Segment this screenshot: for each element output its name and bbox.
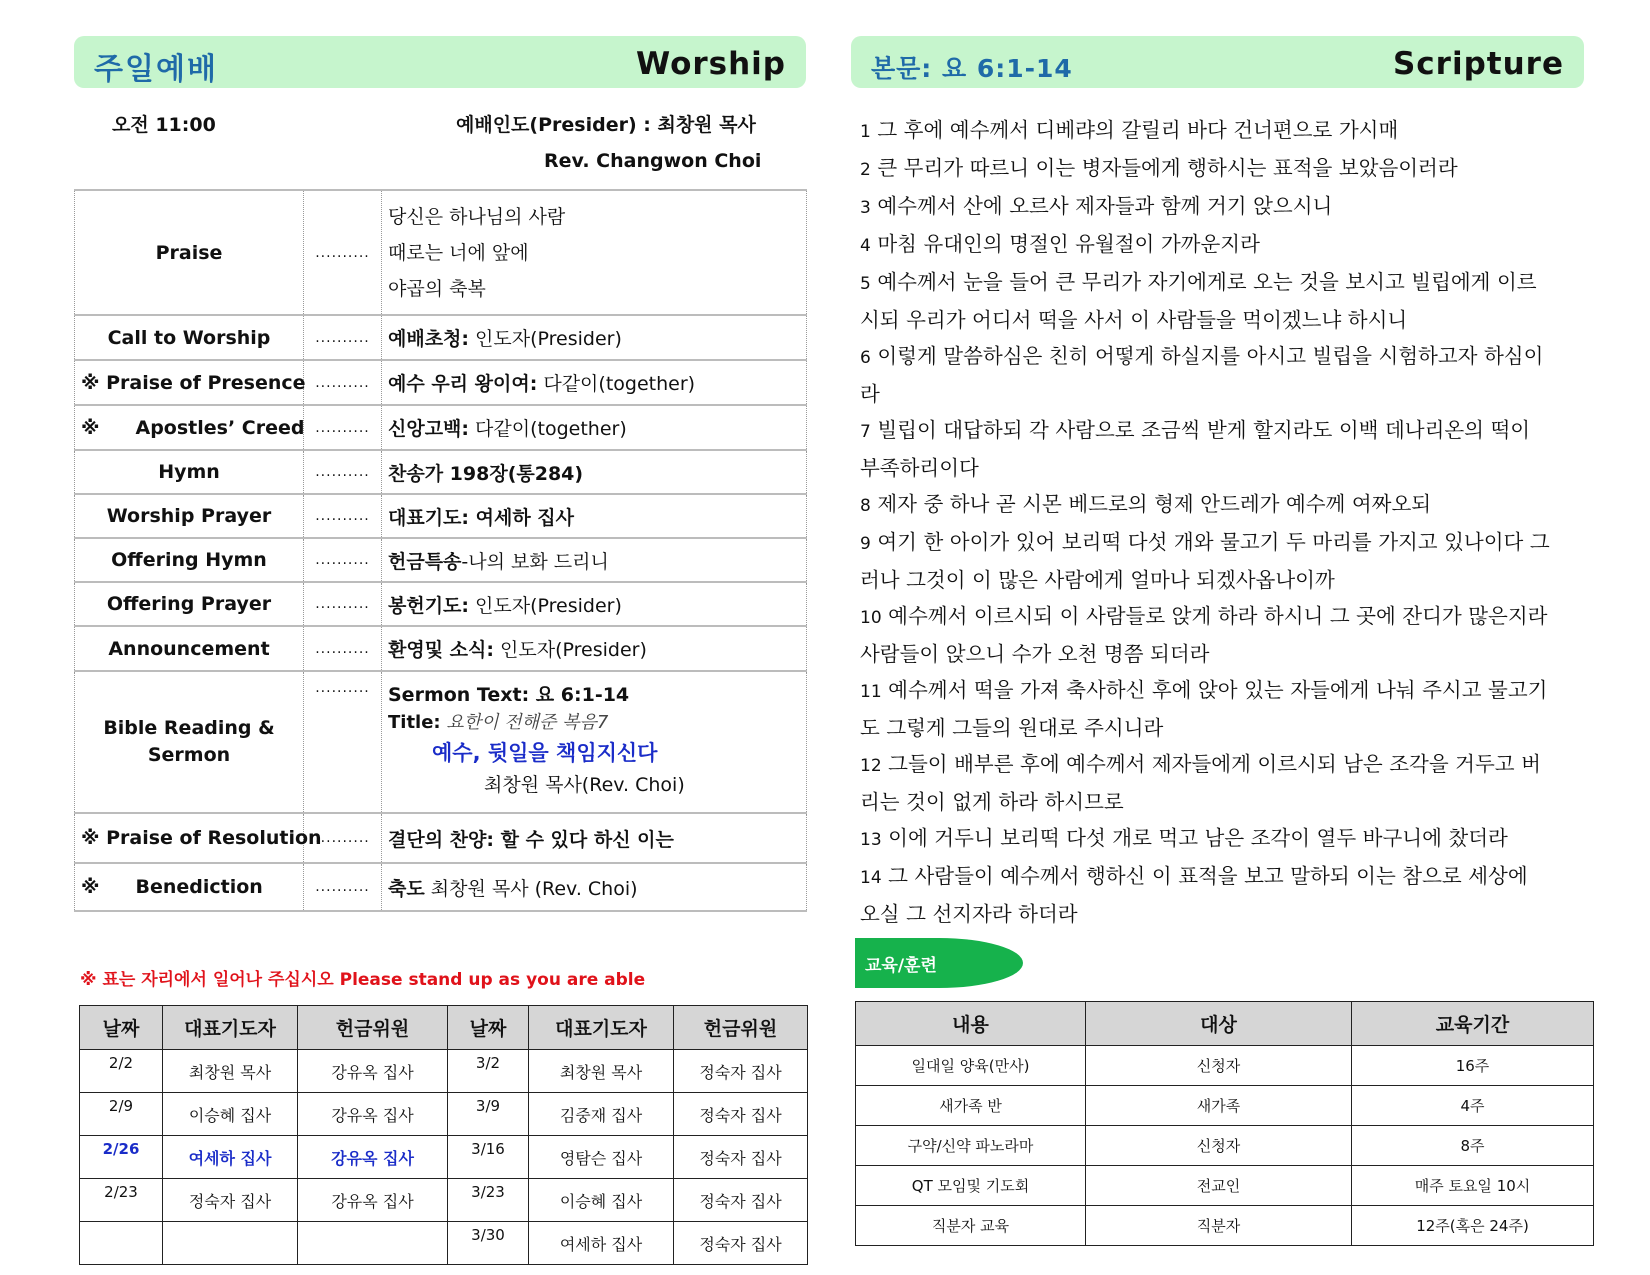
education-course: 직분자 교육 [856, 1206, 1086, 1246]
order-detail [382, 405, 807, 450]
education-header [856, 1002, 1594, 1046]
verse-text: 예수께서 떡을 가져 축사하신 후에 앉아 있는 자들에게 나눠 주시고 물고기 [888, 678, 1548, 702]
verse-line [860, 746, 1600, 784]
order-dots: .......... [304, 360, 382, 405]
order-detail [382, 538, 807, 582]
verse-number: 10 [860, 608, 882, 628]
roster-date: 2/2 [80, 1050, 163, 1093]
stand-mark: ※ [81, 371, 100, 394]
roster-header-cell: 대표기도자 [163, 1006, 298, 1050]
verse-text: 예수께서 눈을 들어 큰 무리가 자기에게로 오는 것을 보시고 빌립에게 이르 [877, 270, 1537, 294]
education-table [855, 1001, 1594, 1246]
order-detail-bold: 결단의 찬양: 할 수 있다 하신 이는 [388, 828, 674, 851]
verse-number: 8 [860, 496, 871, 516]
scripture-verses [860, 112, 1600, 932]
verse-line [860, 672, 1600, 710]
order-detail-bold: 예배초청: [388, 328, 470, 350]
verse-text: 여기 한 아이가 있어 보리떡 다섯 개와 물고기 두 마리를 가지고 있나이다 그 [877, 530, 1550, 554]
stand-note: ※ 표는 자리에서 일어나 주십시오 Please stand up as you are able [80, 970, 646, 990]
sermon-title-label: Title: [388, 712, 441, 733]
verse-line [860, 376, 1600, 412]
order-row [75, 538, 807, 582]
order-detail-bold: 봉헌기도: [388, 594, 470, 617]
table-row [80, 1136, 808, 1179]
roster-offering: 강유옥 집사 [298, 1136, 448, 1179]
verse-line [860, 338, 1600, 376]
order-label: Praise [75, 190, 304, 315]
order-dots: .......... [304, 315, 382, 360]
roster-offering: 정숙자 집사 [674, 1136, 808, 1179]
table-row [856, 1126, 1594, 1166]
verse-text: 제자 중 하나 곧 시몬 베드로의 형제 안드레가 예수께 여짜오되 [877, 492, 1432, 516]
verse-text: 부족하리이다 [860, 456, 979, 480]
verse-line [860, 264, 1600, 302]
roster-date: 3/2 [448, 1050, 529, 1093]
verse-line [860, 562, 1600, 598]
order-row [75, 405, 807, 450]
table-row [856, 1206, 1594, 1246]
education-target: 신청자 [1086, 1046, 1352, 1086]
presider-en: Rev. Changwon Choi [544, 150, 762, 172]
education-course: 새가족 반 [856, 1086, 1086, 1126]
education-period: 매주 토요일 10시 [1352, 1166, 1594, 1206]
worship-banner [74, 36, 806, 88]
order-detail-rest: 최창원 목사 (Rev. Choi) [424, 877, 638, 900]
table-row [80, 1179, 808, 1222]
verse-line [860, 150, 1600, 188]
order-detail [382, 315, 807, 360]
order-label: Apostles’ Creed [135, 416, 305, 439]
sermon-title: 요한이 전해준 복음7 [446, 712, 609, 733]
roster-header-cell: 헌금위원 [674, 1006, 808, 1050]
scripture-title-kr: 본문: 요 6:1-14 [871, 54, 1073, 83]
order-detail [382, 582, 807, 626]
roster-offering: 강유옥 집사 [298, 1179, 448, 1222]
roster-header-cell: 대표기도자 [529, 1006, 674, 1050]
verse-line [860, 486, 1600, 524]
order-label: Worship Prayer [75, 494, 304, 538]
order-dots: .......... [304, 450, 382, 494]
order-dots: .......... [304, 813, 382, 863]
roster-prayer: 최창원 목사 [529, 1050, 674, 1093]
order-label: Hymn [75, 450, 304, 494]
education-target: 전교인 [1086, 1166, 1352, 1206]
roster-header-cell: 날짜 [448, 1006, 529, 1050]
verse-number: 2 [860, 160, 871, 180]
verse-line [860, 598, 1600, 636]
order-row [75, 671, 807, 813]
table-row [80, 1222, 808, 1265]
education-period: 12주(혹은 24주) [1352, 1206, 1594, 1246]
roster-offering: 강유옥 집사 [298, 1050, 448, 1093]
order-detail-bold: 축도 [388, 877, 425, 900]
verse-number: 5 [860, 274, 871, 294]
verse-number: 3 [860, 198, 871, 218]
order-detail-bold: 헌금특송 [388, 550, 462, 573]
order-label: Call to Worship [75, 315, 304, 360]
education-header-cell: 대상 [1086, 1002, 1352, 1046]
roster-offering [298, 1222, 448, 1265]
verse-text: 리는 것이 없게 하라 하시므로 [860, 790, 1124, 814]
education-tag [855, 938, 1023, 988]
order-detail-bold: 찬송가 198장(통284) [388, 462, 584, 485]
order-row [75, 863, 807, 911]
roster-date: 3/23 [448, 1179, 529, 1222]
verse-number: 7 [860, 422, 871, 442]
verse-text: 예수께서 산에 오르사 제자들과 함께 거기 앉으시니 [877, 194, 1333, 218]
order-dots: .......... [304, 863, 382, 911]
verse-number: 12 [860, 756, 882, 776]
verse-line [860, 636, 1600, 672]
verse-line [860, 226, 1600, 264]
order-dots: .......... [304, 494, 382, 538]
roster-date: 2/9 [80, 1093, 163, 1136]
roster-offering: 정숙자 집사 [674, 1093, 808, 1136]
verse-number: 11 [860, 682, 882, 702]
roster-prayer: 정숙자 집사 [163, 1179, 298, 1222]
verse-number: 13 [860, 830, 882, 850]
order-label: Offering Hymn [75, 538, 304, 582]
roster-header [80, 1006, 808, 1050]
order-row [75, 626, 807, 671]
roster-prayer: 김중재 집사 [529, 1093, 674, 1136]
verse-text: 사람들이 앉으니 수가 오천 명쯤 되더라 [860, 642, 1210, 666]
order-detail-rest: 다같이(together) [537, 373, 696, 395]
verse-number: 14 [860, 868, 882, 888]
sermon-text: Sermon Text: 요 6:1-14 [388, 684, 630, 706]
order-detail-rest: 인도자(Presider) [469, 594, 622, 617]
verse-line [860, 710, 1600, 746]
verse-number: 1 [860, 122, 871, 142]
education-course: 일대일 양육(만사) [856, 1046, 1086, 1086]
education-period: 8주 [1352, 1126, 1594, 1166]
education-header-cell: 내용 [856, 1002, 1086, 1046]
praise-songs [382, 190, 807, 315]
verse-text: 러나 그것이 이 많은 사람에게 얼마나 되겠사옵나이까 [860, 568, 1335, 592]
order-label: Praise of Resolution [106, 827, 322, 849]
education-course: QT 모임및 기도회 [856, 1166, 1086, 1206]
order-detail [382, 813, 807, 863]
verse-text: 그들이 배부른 후에 예수께서 제자들에게 이르시되 남은 조각을 거두고 버 [888, 752, 1541, 776]
verse-text: 마침 유대인의 명절인 유월절이 가까운지라 [877, 232, 1260, 256]
table-row [856, 1086, 1594, 1126]
presider: 예배인도(Presider) : 최창원 목사 [456, 114, 756, 136]
table-row [80, 1050, 808, 1093]
order-label: Praise of Presence [106, 371, 306, 394]
worship-title-kr: 주일예배 [94, 52, 218, 87]
order-row [75, 450, 807, 494]
order-detail [382, 863, 807, 911]
order-row [75, 494, 807, 538]
roster-offering: 정숙자 집사 [674, 1179, 808, 1222]
order-row [75, 813, 807, 863]
verse-number: 9 [860, 534, 871, 554]
education-course: 구약/신약 파노라마 [856, 1126, 1086, 1166]
table-row [856, 1166, 1594, 1206]
order-label: Announcement [75, 626, 304, 671]
verse-text: 도 그렇게 그들의 원대로 주시니라 [860, 716, 1164, 740]
sermon-detail [382, 671, 807, 813]
order-detail [382, 626, 807, 671]
order-row [75, 582, 807, 626]
roster-table [79, 1005, 808, 1265]
verse-line [860, 524, 1600, 562]
roster-prayer: 이승혜 집사 [529, 1179, 674, 1222]
order-row [75, 190, 807, 315]
roster-offering: 강유옥 집사 [298, 1093, 448, 1136]
roster-header-cell: 날짜 [80, 1006, 163, 1050]
order-of-worship [74, 189, 807, 912]
verse-number: 6 [860, 348, 871, 368]
preacher: 최창원 목사(Rev. Choi) [484, 774, 685, 796]
service-time: 오전 11:00 [112, 114, 216, 136]
order-dots: .......... [304, 538, 382, 582]
order-label-cell [75, 813, 322, 863]
order-dots: .......... [304, 582, 382, 626]
roster-date [80, 1222, 163, 1265]
roster-date: 3/30 [448, 1222, 529, 1265]
education-period: 4주 [1352, 1086, 1594, 1126]
stand-mark: ※ [81, 827, 100, 849]
scripture-banner [851, 36, 1584, 88]
stand-mark: ※ [81, 876, 100, 898]
order-detail-bold: 환영및 소식: [388, 639, 494, 661]
sermon-main-title: 예수, 뒷일을 책임지신다 [432, 741, 658, 765]
roster-header-cell: 헌금위원 [298, 1006, 448, 1050]
roster-prayer: 영탐슨 집사 [529, 1136, 674, 1179]
order-detail-rest: 인도자(Presider) [469, 328, 622, 350]
order-detail [382, 450, 807, 494]
verse-line [860, 302, 1600, 338]
education-target: 신청자 [1086, 1126, 1352, 1166]
roster-prayer: 이승혜 집사 [163, 1093, 298, 1136]
order-detail-rest: -나의 보화 드리니 [461, 550, 609, 573]
praise-song: 야곱의 축복 [388, 277, 486, 300]
education-tag-label: 교육/훈련 [865, 956, 937, 976]
verse-line [860, 820, 1600, 858]
roster-prayer [163, 1222, 298, 1265]
stand-mark: ※ [81, 416, 100, 439]
order-dots: .......... [304, 405, 382, 450]
verse-line [860, 450, 1600, 486]
verse-line [860, 858, 1600, 896]
roster-date: 3/9 [448, 1093, 529, 1136]
order-label-cell [75, 360, 304, 405]
verse-text: 이렇게 말씀하심은 친히 어떻게 하실지를 아시고 빌립을 시험하고자 하심이 [877, 344, 1544, 368]
order-row [75, 360, 807, 405]
verse-number: 4 [860, 236, 871, 256]
roster-date: 2/23 [80, 1179, 163, 1222]
order-dots: .......... [304, 190, 382, 315]
verse-text: 시되 우리가 어디서 떡을 사서 이 사람들을 먹이겠느냐 하시니 [860, 308, 1408, 332]
order-label: Bible Reading & Sermon [75, 671, 304, 813]
order-detail-bold: 대표기도: 여세하 집사 [388, 506, 575, 529]
roster-date: 3/16 [448, 1136, 529, 1179]
verse-line [860, 412, 1600, 450]
verse-text: 그 사람들이 예수께서 행하신 이 표적을 보고 말하되 이는 참으로 세상에 [888, 864, 1528, 888]
education-header-cell: 교육기간 [1352, 1002, 1594, 1046]
verse-line [860, 896, 1600, 932]
order-label-cell [75, 863, 304, 911]
order-detail-bold: 신앙고백: [388, 418, 470, 440]
order-detail-bold: 예수 우리 왕이여: [388, 373, 538, 395]
order-dots: .......... [304, 671, 382, 813]
roster-offering: 정숙자 집사 [674, 1050, 808, 1093]
order-label: Offering Prayer [75, 582, 304, 626]
verse-line [860, 188, 1600, 226]
sermon-title-line [388, 710, 806, 736]
roster-prayer: 여세하 집사 [529, 1222, 674, 1265]
verse-line [860, 112, 1600, 150]
order-detail [382, 494, 807, 538]
order-label: Benediction [135, 876, 263, 898]
verse-text: 예수께서 이르시되 이 사람들로 앉게 하라 하시니 그 곳에 잔디가 많은지라 [888, 604, 1548, 628]
verse-text: 그 후에 예수께서 디베랴의 갈릴리 바다 건너편으로 가시매 [877, 118, 1399, 142]
verse-text: 큰 무리가 따르니 이는 병자들에게 행하시는 표적을 보았음이러라 [877, 156, 1458, 180]
order-detail-rest: 인도자(Presider) [493, 639, 647, 661]
worship-title-en: Worship [635, 46, 786, 82]
praise-song: 당신은 하나님의 사람 [388, 205, 566, 228]
roster-offering: 정숙자 집사 [674, 1222, 808, 1265]
order-dots: .......... [304, 626, 382, 671]
order-detail-rest: 다같이(together) [469, 418, 627, 440]
verse-line [860, 784, 1600, 820]
education-target: 새가족 [1086, 1086, 1352, 1126]
verse-text: 빌립이 대답하되 각 사람으로 조금씩 받게 할지라도 이백 데나리온의 떡이 [877, 418, 1531, 442]
roster-prayer: 최창원 목사 [163, 1050, 298, 1093]
table-row [856, 1046, 1594, 1086]
roster-prayer: 여세하 집사 [163, 1136, 298, 1179]
verse-text: 이에 거두니 보리떡 다섯 개로 먹고 남은 조각이 열두 바구니에 찼더라 [888, 826, 1508, 850]
table-row [80, 1093, 808, 1136]
verse-text: 라 [860, 382, 880, 406]
verse-text: 오실 그 선지자라 하더라 [860, 902, 1078, 926]
order-detail [382, 360, 807, 405]
praise-song: 때로는 너에 앞에 [388, 241, 529, 264]
scripture-title-en: Scripture [1392, 46, 1564, 82]
roster-date: 2/26 [80, 1136, 163, 1179]
order-label-cell [75, 405, 304, 450]
education-period: 16주 [1352, 1046, 1594, 1086]
education-target: 직분자 [1086, 1206, 1352, 1246]
order-row [75, 315, 807, 360]
